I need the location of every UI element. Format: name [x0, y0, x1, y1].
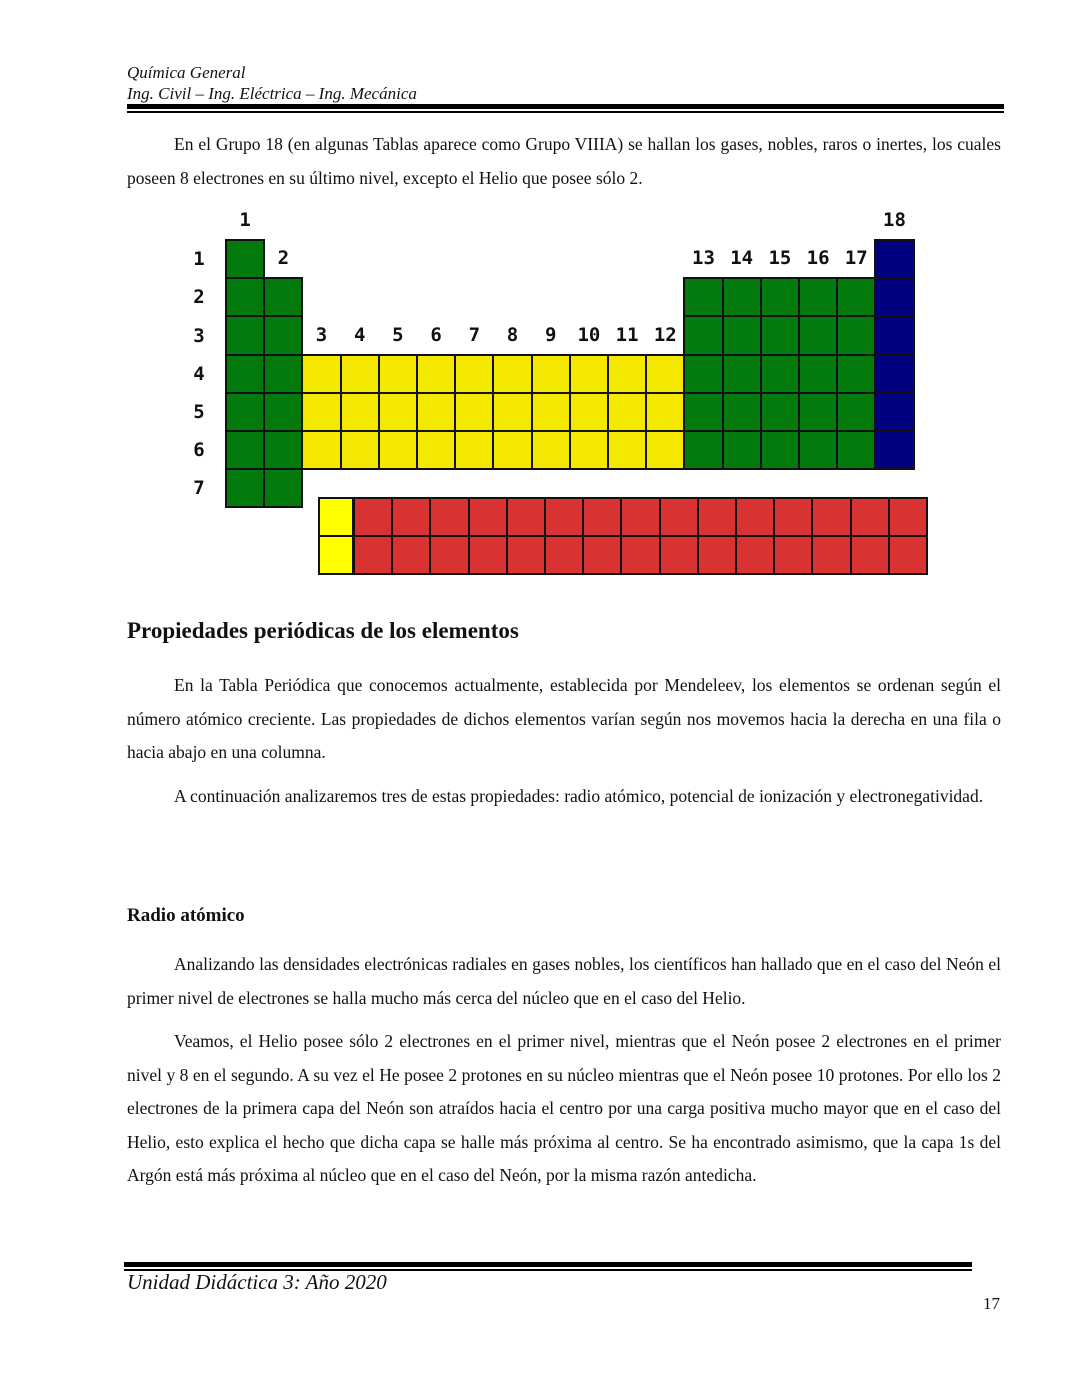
element-cell	[416, 430, 456, 470]
element-cell	[340, 392, 380, 432]
element-cell	[531, 430, 571, 470]
element-cell	[798, 430, 838, 470]
element-cell	[225, 468, 265, 508]
element-cell	[416, 392, 456, 432]
element-cell	[836, 354, 876, 394]
f-block-cell	[697, 497, 737, 537]
element-cell	[683, 430, 723, 470]
f-block-cell	[506, 497, 546, 537]
header-rule-thick	[127, 104, 1004, 109]
group-label: 5	[392, 323, 404, 346]
group-label: 10	[577, 323, 601, 346]
element-cell	[722, 277, 762, 317]
period-label: 4	[193, 362, 205, 385]
group-label: 16	[806, 247, 830, 270]
group-label: 2	[277, 247, 290, 270]
element-cell	[225, 392, 265, 432]
group-label: 7	[468, 323, 481, 346]
f-block-cell	[582, 497, 622, 537]
element-cell	[378, 392, 418, 432]
element-cell	[722, 430, 762, 470]
element-cell	[263, 468, 303, 508]
f-block-cell	[391, 497, 431, 537]
element-cell	[645, 354, 685, 394]
element-cell	[492, 392, 532, 432]
element-cell	[683, 354, 723, 394]
subsection-paragraph-1-text: Analizando las densidades electrónicas radiales en gases nobles, los científicos han hallado que en el caso del Neón el primer nivel de electrones se halla mucho más cerca del núcleo que en el caso del Helio.	[127, 954, 1001, 1008]
f-block-cell	[353, 497, 393, 537]
f-block-cell	[582, 535, 622, 575]
group-label: 4	[353, 323, 366, 346]
period-label: 3	[193, 324, 205, 347]
element-cell	[874, 392, 914, 432]
element-cell	[836, 392, 876, 432]
f-block-cell	[468, 535, 508, 575]
element-cell	[760, 354, 800, 394]
group-label: 9	[544, 323, 557, 346]
f-block-cell	[811, 497, 851, 537]
element-cell	[798, 354, 838, 394]
group-label: 6	[430, 323, 442, 346]
f-block-cell	[697, 535, 737, 575]
f-block-cell	[735, 497, 775, 537]
f-block-cell	[318, 497, 354, 537]
element-cell	[416, 354, 456, 394]
element-cell	[263, 430, 303, 470]
f-block-cell	[659, 497, 699, 537]
group-label: 8	[506, 323, 519, 346]
f-block-cell	[429, 497, 469, 537]
f-block-cell	[850, 497, 890, 537]
f-block-cell	[506, 535, 546, 575]
element-cell	[798, 392, 838, 432]
f-block-cell	[429, 535, 469, 575]
element-cell	[492, 430, 532, 470]
element-cell	[760, 392, 800, 432]
element-cell	[569, 430, 609, 470]
group-label: 11	[615, 323, 639, 346]
group-label: 14	[730, 247, 754, 270]
page-number: 17	[983, 1294, 1000, 1313]
element-cell	[454, 354, 494, 394]
period-label: 6	[193, 439, 205, 462]
element-cell	[301, 430, 341, 470]
element-cell	[760, 430, 800, 470]
element-cell	[645, 430, 685, 470]
element-cell	[301, 354, 341, 394]
element-cell	[760, 277, 800, 317]
element-cell	[378, 354, 418, 394]
group-label: 17	[844, 247, 868, 270]
period-label: 2	[193, 286, 205, 309]
f-block-cell	[391, 535, 431, 575]
element-cell	[569, 354, 609, 394]
element-cell	[836, 277, 876, 317]
element-cell	[874, 277, 914, 317]
group-label: 13	[692, 247, 715, 270]
element-cell	[836, 315, 876, 355]
element-cell	[607, 354, 647, 394]
element-cell	[683, 277, 723, 317]
section-paragraph-1-text: En la Tabla Periódica que conocemos actualmente, establecida por Mendeleev, los elementos se ordenan según el número atómico creciente. Las propiedades de dichos elementos varían según nos movemos hacia la derecha en una fila o hacia abajo en una columna.	[127, 675, 1001, 762]
element-cell	[874, 239, 914, 279]
group-label: 3	[315, 323, 328, 346]
element-cell	[531, 392, 571, 432]
group-label: 12	[653, 323, 677, 346]
element-cell	[683, 315, 723, 355]
subsection-paragraph-2-text: Veamos, el Helio posee sólo 2 electrones en el primer nivel, mientras que el Neón posee 2 electrones en el primer nivel y 8 en el segundo. A su vez el He posee 2 protones en su núcleo mientras que el Neón posee 10 protones. Por ello los 2 electrones de la primera capa del Neón son atraídos hacia el centro por una carga positiva mucho mayor que en el caso del Helio, esto explica el hecho que dicha capa se halle más próxima al centro. Se ha encontrado asimismo, que la capa 1s del Argón está más próxima al núcleo que en el caso del Neón, por la misma razón antedicha.	[127, 1031, 1001, 1185]
f-block-cell	[620, 535, 660, 575]
f-block-cell	[773, 535, 813, 575]
f-block-cell	[735, 535, 775, 575]
f-block-cell	[318, 535, 354, 575]
f-block-cell	[850, 535, 890, 575]
group-label: 15	[768, 247, 792, 270]
element-cell	[531, 354, 571, 394]
element-cell	[340, 430, 380, 470]
element-cell	[607, 392, 647, 432]
element-cell	[683, 392, 723, 432]
element-cell	[874, 430, 914, 470]
element-cell	[454, 392, 494, 432]
period-label: 1	[193, 248, 205, 271]
period-label: 5	[193, 400, 205, 423]
element-cell	[874, 354, 914, 394]
header-course-title: Química General	[127, 63, 246, 82]
section-paragraph-2-text: A continuación analizaremos tres de estas propiedades: radio atómico, potencial de ionización y electronegatividad.	[174, 786, 984, 806]
element-cell	[263, 392, 303, 432]
element-cell	[569, 392, 609, 432]
element-cell	[722, 315, 762, 355]
f-block-cell	[659, 535, 699, 575]
element-cell	[263, 354, 303, 394]
f-block-cell	[544, 497, 584, 537]
intro-text: En el Grupo 18 (en algunas Tablas aparece como Grupo VIIIA) se hallan los gases, nobles, raros o inertes, los cuales poseen 8 electrones en su último nivel, excepto el Helio que posee sólo 2.	[127, 134, 1001, 188]
element-cell	[492, 354, 532, 394]
element-cell	[340, 354, 380, 394]
element-cell	[760, 315, 800, 355]
group-label: 1	[239, 209, 251, 231]
element-cell	[454, 430, 494, 470]
f-block-cell	[544, 535, 584, 575]
element-cell	[874, 315, 914, 355]
element-cell	[645, 392, 685, 432]
header-rule-thin	[127, 111, 1004, 113]
header-careers: Ing. Civil – Ing. Eléctrica – Ing. Mecánica	[127, 84, 417, 103]
section-paragraph-1	[127, 669, 1001, 770]
element-cell	[836, 430, 876, 470]
element-cell	[722, 392, 762, 432]
section-title: Propiedades periódicas de los elementos	[127, 618, 519, 643]
f-block-cell	[888, 497, 928, 537]
element-cell	[607, 430, 647, 470]
element-cell	[301, 392, 341, 432]
intro-paragraph	[127, 128, 1001, 195]
element-cell	[225, 430, 265, 470]
footer-unit: Unidad Didáctica 3: Año 2020	[127, 1270, 387, 1294]
f-block-cell	[811, 535, 851, 575]
f-block-cell	[620, 497, 660, 537]
element-cell	[225, 239, 265, 279]
subsection-paragraph-2	[127, 1025, 1001, 1193]
element-cell	[263, 315, 303, 355]
element-cell	[722, 354, 762, 394]
element-cell	[798, 315, 838, 355]
f-block-cell	[888, 535, 928, 575]
group-label: 18	[883, 209, 906, 231]
element-cell	[225, 277, 265, 317]
subsection-title: Radio atómico	[127, 905, 245, 926]
page-header	[127, 62, 417, 104]
element-cell	[378, 430, 418, 470]
f-block-cell	[468, 497, 508, 537]
f-block-cell	[773, 497, 813, 537]
subsection-paragraph-1	[127, 948, 1001, 1015]
element-cell	[225, 354, 265, 394]
f-block-cell	[353, 535, 393, 575]
footer-rule-thick	[124, 1262, 972, 1267]
element-cell	[798, 277, 838, 317]
element-cell	[263, 277, 303, 317]
period-label: 7	[193, 477, 205, 500]
element-cell	[225, 315, 265, 355]
section-paragraph-2	[127, 780, 1001, 814]
